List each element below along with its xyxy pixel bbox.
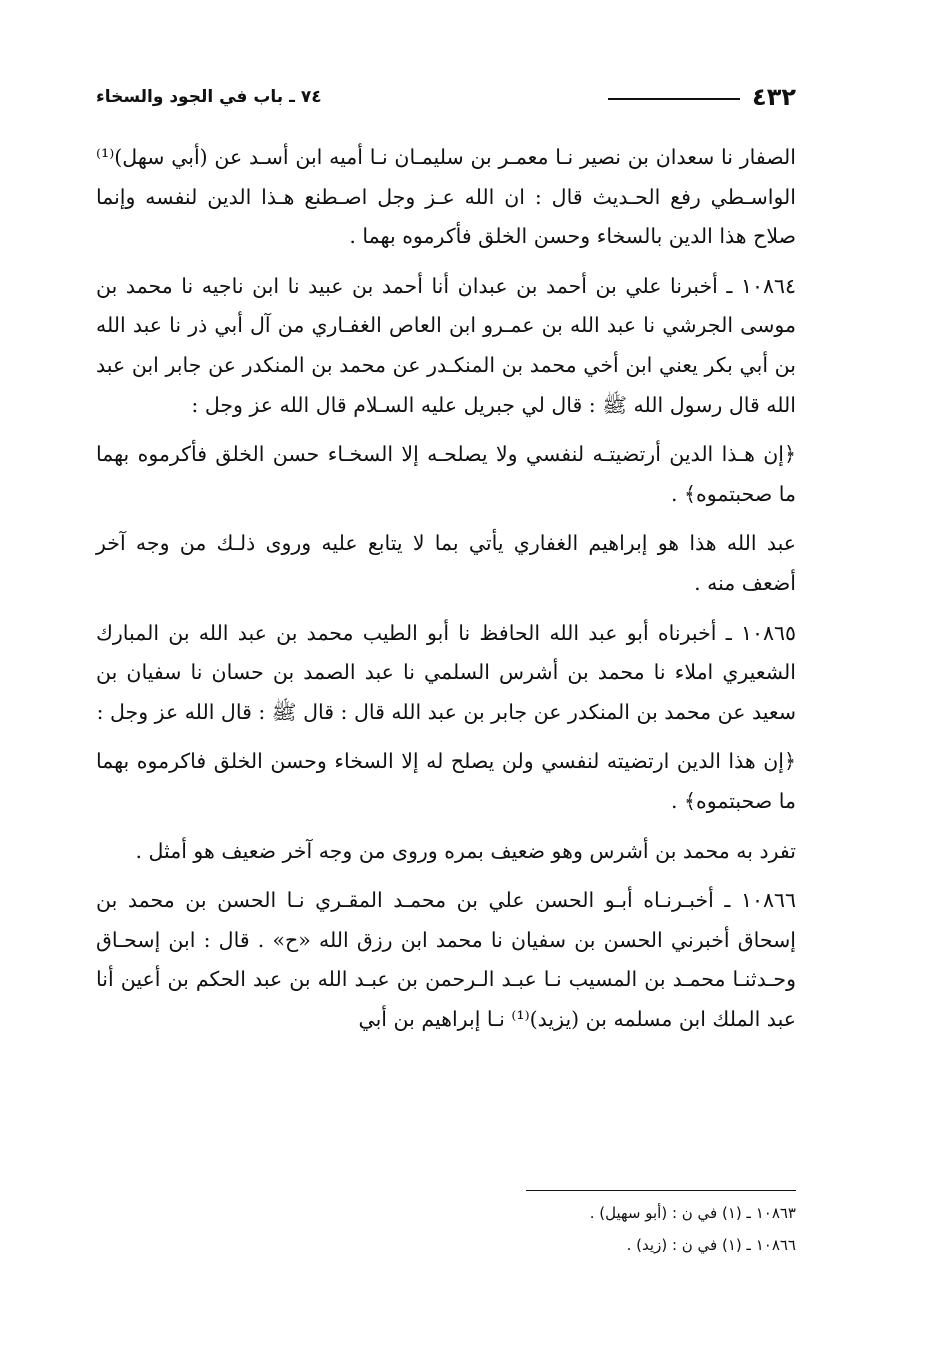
footnote-10866: ١٠٨٦٦ ـ (١) في ن : (زيد) . <box>626 1236 796 1254</box>
hadith-10864: ١٠٨٦٤ ـ أخبرنا علي بن أحمد بن عبدان أنا أحمد بن عبيد نا ابن ناجيه نا محمد بن موسى الجرشي نا عبد الله بن عمـرو ابن العاص الغفـاري من آل أبي ذر نا عبد الله بن أبي بكر يعني ابن أخي محمد بن المنكـدر عن محمد بن المنكدر عن جابر ابن عبد الله قال رسول الله ﷺ : قال لي جبريل عليه السـلام قال الله عز وجل : <box>96 273 796 417</box>
page-number: ٤٣٢ <box>752 83 796 111</box>
commentary-2: تفرد به محمد بن أشرس وهو ضعيف بمره وروى من وجه آخر ضعيف هو أمثل . <box>135 838 796 863</box>
footnotes <box>96 1190 796 1261</box>
hadith-quote-1: ﴿إن هـذا الدين أرتضيتـه لنفسي ولا يصلحـه إلا السخـاء حسن الخلق فأكرموه بهما ما صحبتموه﴾ . <box>96 442 796 506</box>
hadith-10865: ١٠٨٦٥ ـ أخبرناه أبو عبد الله الحافظ نا أبو الطيب محمد بن عبد الله بن المبارك الشعيري املاء نا محمد بن أشرس السلمي نا عبد الصمد بن حسان نا سفيان بن سعيد عن محمد بن المنكدر عن جابر بن عبد الله قال : قال ﷺ : قال الله عز وجل : <box>96 620 796 724</box>
paragraph-continuation: الصفار نا سعدان بن نصير نـا معمـر بن سليمـان نـا أميه ابن أسـد عن (أبي سهل)⁽¹⁾ الواسـطي رفع الحـديث قال : ان الله عـز وجل اصـطنع هـذا الدين لنفسه وإنما صلاح هذا الدين بالسخاء وحسن الخلق فأكرموه بهما . <box>96 145 796 249</box>
hadith-10866: ١٠٨٦٦ ـ أخبـرنـاه أبـو الحسن علي بن محمـد المقـري نـا الحسن بن محمد بن إسحاق أخبرني الحسن بن سفيان نا محمد ابن رزق الله «ح» . قال : ابن إسحـاق وحـدثنـا محمـد بن المسيب نـا عبـد الـرحمن بن عبـد الله بن عبد الحكم بن أعين أنا عبد الملك ابن مسلمه بن (يزيد)⁽¹⁾ نـا إبراهيم بن أبي <box>96 888 796 1031</box>
main-text <box>96 138 796 1049</box>
hadith-quote-2: ﴿إن هذا الدين ارتضيته لنفسي ولن يصلح له إلا السخاء وحسن الخلق فاكرموه بهما ما صحبتموه﴾ . <box>96 749 796 813</box>
header-rule <box>608 98 740 100</box>
running-title: ٧٤ ـ باب في الجود والسخاء <box>96 87 322 107</box>
footnote-10863: ١٠٨٦٣ ـ (١) في ن : (أبو سهيل) . <box>589 1204 796 1222</box>
page-header <box>96 80 796 114</box>
commentary-1: عبد الله هذا هو إبراهيم الغفاري يأتي بما لا يتابع عليه وروى ذلـك من وجه آخر أضعف منه . <box>96 531 796 595</box>
footnote-rule <box>526 1190 796 1191</box>
